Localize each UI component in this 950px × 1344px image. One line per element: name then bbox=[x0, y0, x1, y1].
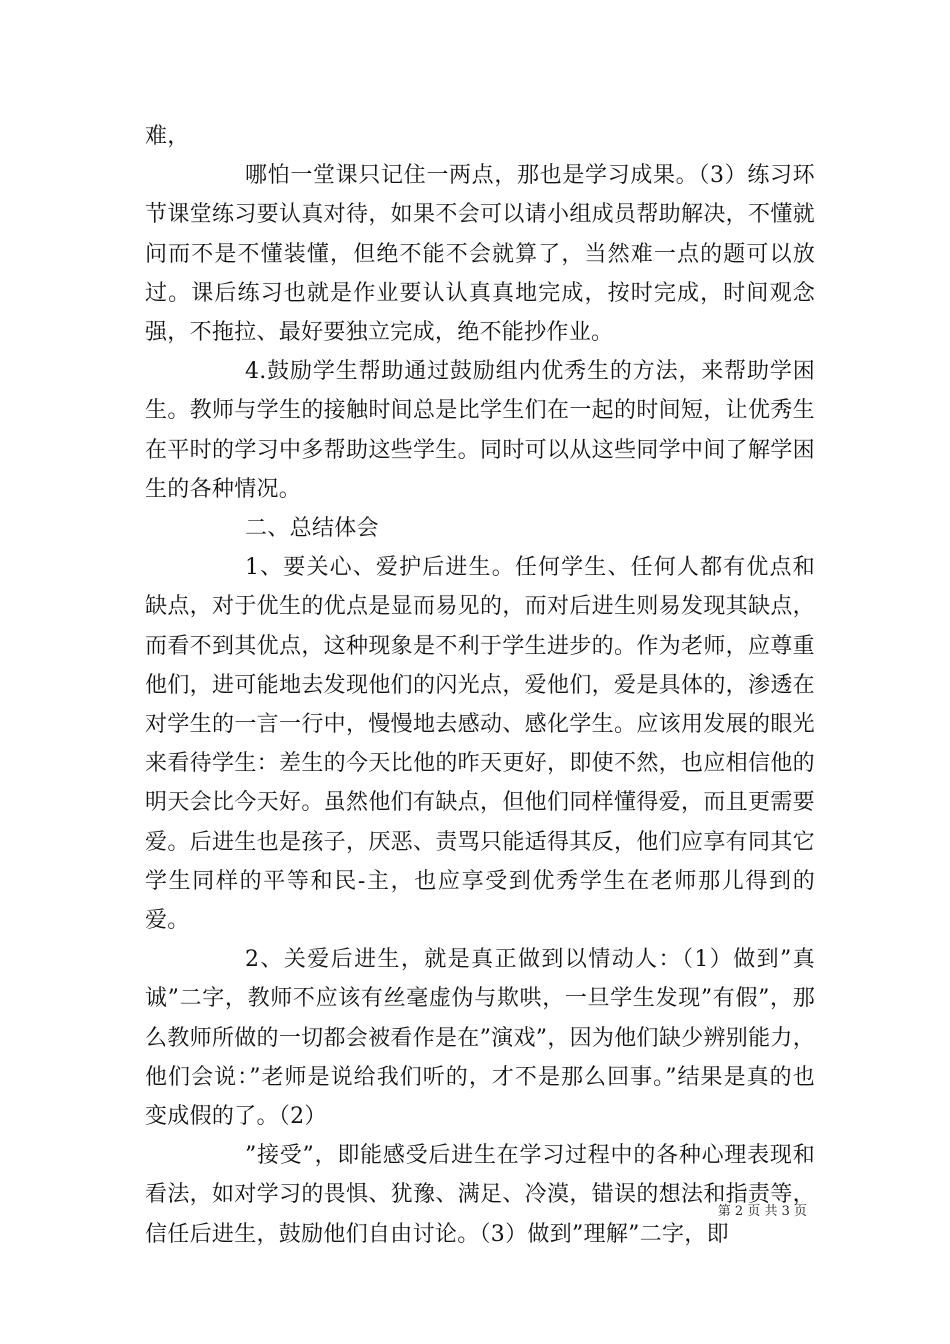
document-body bbox=[145, 117, 815, 1254]
paragraph-peer-help: 4.鼓励学生帮助通过鼓励组内优秀生的方法，来帮助学困生。教师与学生的接触时间总是比学生们在一起的时间短，让优秀生在平时的学习中多帮助这些学生。同时可以从这些同学中间了解学困生的各种情况。 bbox=[145, 359, 815, 502]
section-heading-summary: 二、总结体会 bbox=[245, 516, 379, 542]
paragraph-care-for-students: 1、要关心、爱护后进生。任何学生、任何人都有优点和缺点，对于优生的优点是显而易见的，而对后进生则易发现其缺点，而看不到其优点，这种现象是不利于学生进步的。作为老师，应尊重他们，进可能地去发现他们的闪光点，爱他们，爱是具体的，渗透在对学生的一言一行中，慢慢地去感动、感化学生。应该用发展的眼光来看待学生：差生的今天比他的昨天更好，即使不然，也应相信他的明天会比今天好。虽然他们有缺点，但他们同样懂得爱，而且更需要爱。后进生也是孩子，厌恶、责骂只能适得其反，他们应享有同其它学生同样的平等和民-主，也应享受到优秀学生在老师那儿得到的爱。 bbox=[145, 555, 815, 934]
paragraph-sincerity: 2、关爱后进生，就是真正做到以情动人：（1）做到”真诚”二字，教师不应该有丝毫虚伪与欺哄，一旦学生发现”有假”，那么教师所做的一切都会被看作是在”演戏”，因为他们缺少辨别能力，他们会说：”老师是说给我们听的，才不是那么回事。”结果是真的也变成假的了。（2） bbox=[145, 947, 815, 1130]
paragraph-acceptance: ”接受”，即能感受后进生在学习过程中的各种心理表现和看法，如对学习的畏惧、犹豫、满足、冷漠，错误的想法和指责等，信任后进生，鼓励他们自由讨论。（3）做到”理解”二字，即 bbox=[145, 1143, 815, 1247]
paragraph-continuation: 难， bbox=[145, 124, 190, 149]
page-number-footer: 第 2 页 共 3 页 bbox=[717, 1204, 807, 1219]
paragraph-practice-stage: 哪怕一堂课只记住一两点，那也是学习成果。（3）练习环节课堂练习要认真对待，如果不会可以请小组成员帮助解决，不懂就问而不是不懂装懂，但绝不能不会就算了，当然难一点的题可以放过。课后练习也就是作业要认认真真地完成，按时完成，时间观念强，不拖拉、最好要独立完成，绝不能抄作业。 bbox=[145, 163, 815, 346]
